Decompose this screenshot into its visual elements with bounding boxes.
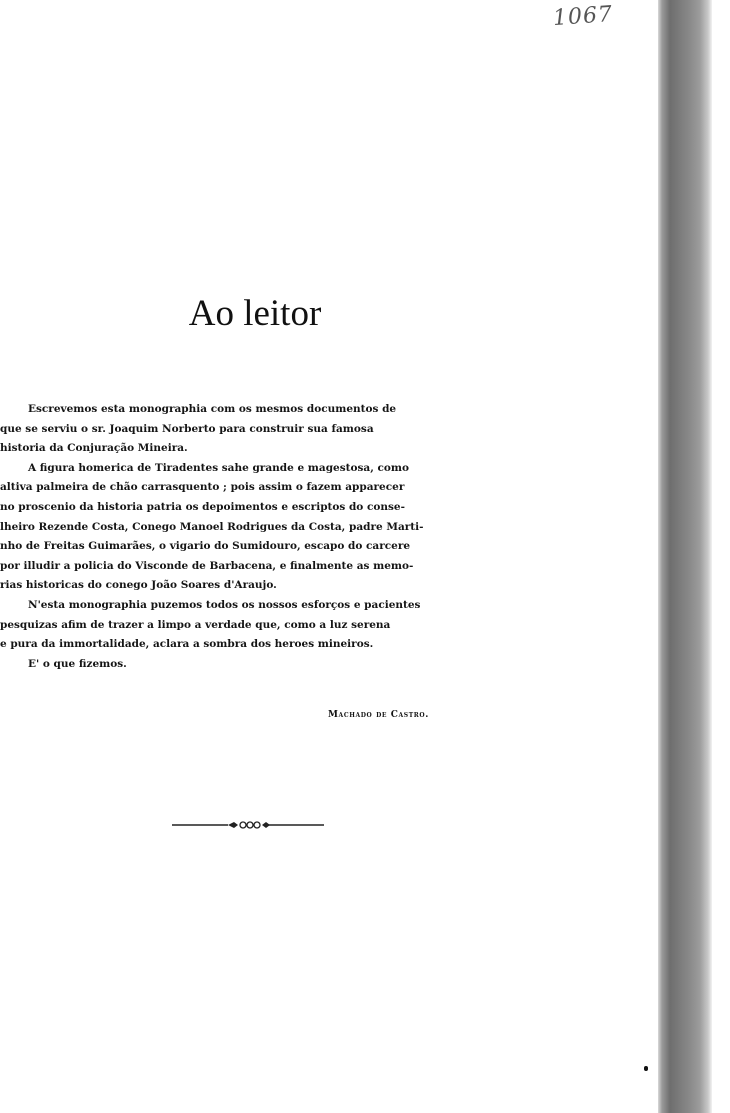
book-spine-shadow: [658, 0, 712, 1113]
author-signature: Machado de Castro.: [328, 710, 429, 720]
text-line: e pura da immortalidade, aclara a sombra dos heroes mineiros.: [0, 638, 374, 651]
text-line: que se serviu o sr. Joaquim Norberto para construir sua famosa: [0, 422, 374, 435]
text-line: nho de Freitas Guimarães, o vigario do Sumidouro, escapo do carcere: [0, 540, 411, 553]
text-line: A figura homerica de Tiradentes sahe grande e magestosa, como: [28, 461, 410, 474]
text-line: N'esta monographia puzemos todos os nossos esforços e pacientes: [28, 598, 421, 611]
decorative-rule-ornament: [172, 818, 324, 832]
paragraph-2: [0, 459, 505, 596]
text-line: pesquizas afim de trazer a limpo a verdade que, como a luz serena: [0, 618, 391, 631]
page-title: Ao leitor: [188, 293, 322, 334]
text-line: no proscenio da historia patria os depoimentos e escriptos do conse-: [0, 500, 405, 513]
preface-body: [0, 400, 505, 674]
ink-speck: [644, 1066, 648, 1071]
paragraph-4: [0, 655, 505, 675]
text-line: lheiro Rezende Costa, Conego Manoel Rodrigues da Costa, padre Marti-: [0, 520, 424, 533]
text-line: por illudir a policia do Visconde de Barbacena, e finalmente as memo-: [0, 559, 414, 572]
handwritten-catalog-number: 1067: [552, 1, 614, 32]
text-line: historia da Conjuração Mineira.: [0, 442, 188, 455]
paragraph-3: [0, 596, 505, 655]
text-line: altiva palmeira de chão carrasquento ; pois assim o fazem apparecer: [0, 481, 405, 494]
text-line: Escrevemos esta monographia com os mesmos documentos de: [28, 403, 397, 415]
paragraph-1: [0, 400, 505, 459]
text-line: rias historicas do conego João Soares d'Araujo.: [0, 579, 277, 592]
text-line: E' o que fizemos.: [28, 657, 127, 670]
